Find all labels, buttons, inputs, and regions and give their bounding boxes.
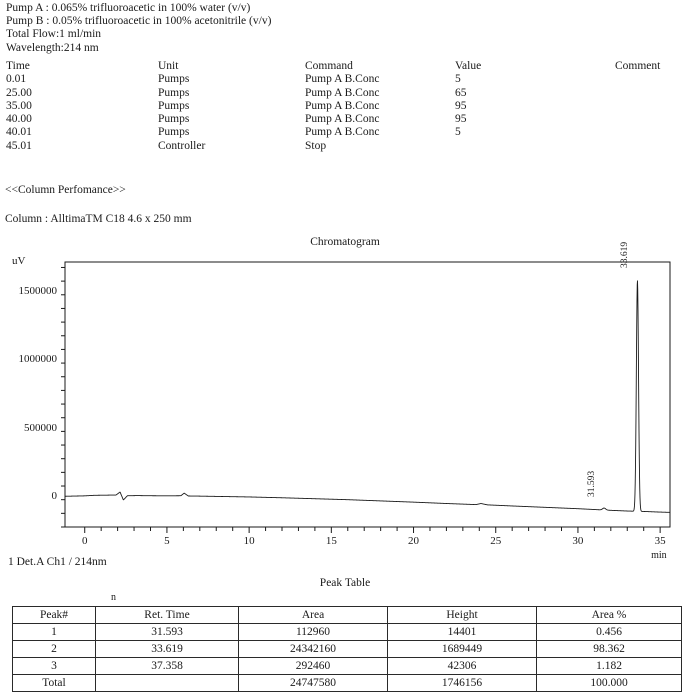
method-line-total-flow: Total Flow:1 ml/min bbox=[6, 28, 102, 41]
peak-table-cell: 0.456 bbox=[537, 624, 682, 641]
x-tick-label: 0 bbox=[81, 535, 88, 547]
program-header-time: Time bbox=[6, 60, 30, 72]
x-tick-label: 35 bbox=[654, 535, 666, 547]
peak-table-cell: 1689449 bbox=[388, 641, 537, 658]
x-tick-label: 25 bbox=[490, 535, 502, 547]
gradient-program-table bbox=[6, 60, 682, 153]
program-row bbox=[6, 140, 682, 153]
method-parameters bbox=[6, 2, 271, 55]
x-tick-label: 15 bbox=[325, 535, 337, 547]
peak-table-cell: 31.593 bbox=[96, 624, 239, 641]
program-cell: Stop bbox=[305, 139, 327, 152]
peak-table bbox=[12, 606, 682, 692]
peak-table-title: Peak Table bbox=[319, 577, 371, 589]
y-axis-unit-label: uV bbox=[12, 255, 26, 267]
program-row bbox=[6, 113, 682, 126]
program-cell: Pumps bbox=[158, 126, 190, 139]
peak-table-row bbox=[13, 675, 682, 692]
program-row bbox=[6, 100, 682, 113]
peak-table-cell: 1.182 bbox=[537, 658, 682, 675]
detector-channel-label: 1 Det.A Ch1 / 214nm bbox=[8, 556, 107, 568]
y-tick-label: 1500000 bbox=[18, 285, 57, 298]
program-row bbox=[6, 126, 682, 139]
y-tick-label: 0 bbox=[51, 489, 57, 502]
chromatogram-title: Chromatogram bbox=[310, 236, 380, 248]
peak-table-header-ret-time: Ret. Time bbox=[96, 607, 239, 624]
peak-table-cell: 112960 bbox=[239, 624, 388, 641]
peak-table-header-row bbox=[13, 607, 682, 624]
peak-table-cell: 1 bbox=[13, 624, 96, 641]
method-line-wavelength: Wavelength:214 nm bbox=[6, 41, 99, 54]
program-cell bbox=[615, 100, 682, 113]
peak-table-header-area-percent: Area % bbox=[537, 607, 682, 624]
x-tick-label: 5 bbox=[164, 535, 170, 547]
peak-table-header-height: Height bbox=[388, 607, 537, 624]
program-cell: Pumps bbox=[158, 73, 190, 86]
program-header-row bbox=[6, 60, 682, 73]
program-cell: 95 bbox=[455, 113, 467, 126]
program-cell bbox=[615, 87, 682, 100]
peak-table-cell: 2 bbox=[13, 641, 96, 658]
peak-table-cell: 14401 bbox=[388, 624, 537, 641]
program-cell: 95 bbox=[455, 99, 467, 112]
plot-frame bbox=[65, 262, 670, 527]
peak-table-cell: 98.362 bbox=[537, 641, 682, 658]
chromatogram-svg bbox=[0, 240, 690, 550]
program-cell: 5 bbox=[455, 126, 461, 139]
n-marker: n bbox=[111, 592, 116, 603]
program-row bbox=[6, 73, 682, 86]
peak-table-cell: 100.000 bbox=[537, 675, 682, 692]
peak-table-header-peak-number: Peak# bbox=[13, 607, 96, 624]
program-cell: 40.01 bbox=[6, 126, 32, 139]
program-cell: Pumps bbox=[158, 113, 190, 126]
x-tick-label: 10 bbox=[243, 535, 255, 547]
program-cell bbox=[615, 73, 682, 86]
program-cell bbox=[455, 140, 615, 153]
peak-table-cell: 1746156 bbox=[388, 675, 537, 692]
axis-ticks bbox=[61, 267, 660, 533]
program-cell: 45.01 bbox=[6, 139, 32, 152]
program-cell: 35.00 bbox=[6, 99, 32, 112]
x-tick-label: 20 bbox=[408, 535, 420, 547]
program-cell: 0.01 bbox=[6, 73, 27, 86]
y-tick-label: 1000000 bbox=[18, 353, 57, 366]
peak-table-cell: Total bbox=[13, 675, 96, 692]
program-cell: Pump A B.Conc bbox=[305, 99, 380, 112]
program-cell: Pump A B.Conc bbox=[305, 113, 380, 126]
peak-table-cell: 292460 bbox=[239, 658, 388, 675]
program-cell: 65 bbox=[455, 86, 467, 99]
peak-table-cell: 3 bbox=[13, 658, 96, 675]
x-axis-unit-label: min bbox=[651, 550, 667, 561]
program-cell: 40.00 bbox=[6, 113, 32, 126]
column-description: Column : AlltimaTM C18 4.6 x 250 mm bbox=[5, 213, 192, 225]
peak-table-cell: 33.619 bbox=[96, 641, 239, 658]
program-cell: Pumps bbox=[158, 86, 190, 99]
program-cell: 25.00 bbox=[6, 86, 32, 99]
program-cell bbox=[615, 126, 682, 139]
chromatogram-plot bbox=[0, 240, 690, 561]
peak-table-row bbox=[13, 641, 682, 658]
column-performance-header: <<Column Perfomance>> bbox=[5, 184, 126, 196]
program-header-command: Command bbox=[305, 60, 353, 72]
program-cell: Pump A B.Conc bbox=[305, 86, 380, 99]
peak-table-cell: 24342160 bbox=[239, 641, 388, 658]
program-header-value: Value bbox=[455, 60, 482, 72]
peak-table-cell bbox=[96, 675, 239, 692]
program-cell bbox=[615, 140, 682, 153]
peak-table-header-area: Area bbox=[239, 607, 388, 624]
chromatogram-trace bbox=[65, 281, 670, 513]
program-row bbox=[6, 87, 682, 100]
peak-table-cell: 24747580 bbox=[239, 675, 388, 692]
peak-annotation-label: 33.619 bbox=[620, 242, 631, 269]
program-header-comment: Comment bbox=[615, 60, 661, 72]
peak-table-row bbox=[13, 658, 682, 675]
peak-table-cell: 42306 bbox=[388, 658, 537, 675]
program-cell: Pump A B.Conc bbox=[305, 126, 380, 139]
program-header-unit: Unit bbox=[158, 60, 179, 72]
x-tick-label: 30 bbox=[572, 535, 584, 547]
peak-table-row bbox=[13, 624, 682, 641]
program-cell: Controller bbox=[158, 139, 206, 152]
program-body bbox=[6, 73, 682, 153]
peak-table-cell: 37.358 bbox=[96, 658, 239, 675]
method-line-pump-b: Pump B : 0.05% trifluoroacetic in 100% acetonitrile (v/v) bbox=[6, 15, 272, 28]
program-cell: Pumps bbox=[158, 99, 190, 112]
peak-annotation-label: 31.593 bbox=[587, 470, 598, 497]
program-cell bbox=[615, 113, 682, 126]
y-tick-label: 500000 bbox=[24, 421, 57, 434]
method-line-pump-a: Pump A : 0.065% trifluoroacetic in 100% water (v/v) bbox=[6, 2, 251, 14]
peak-table-body bbox=[13, 624, 682, 692]
program-cell: Pump A B.Conc bbox=[305, 73, 380, 86]
program-cell: 5 bbox=[455, 73, 461, 86]
